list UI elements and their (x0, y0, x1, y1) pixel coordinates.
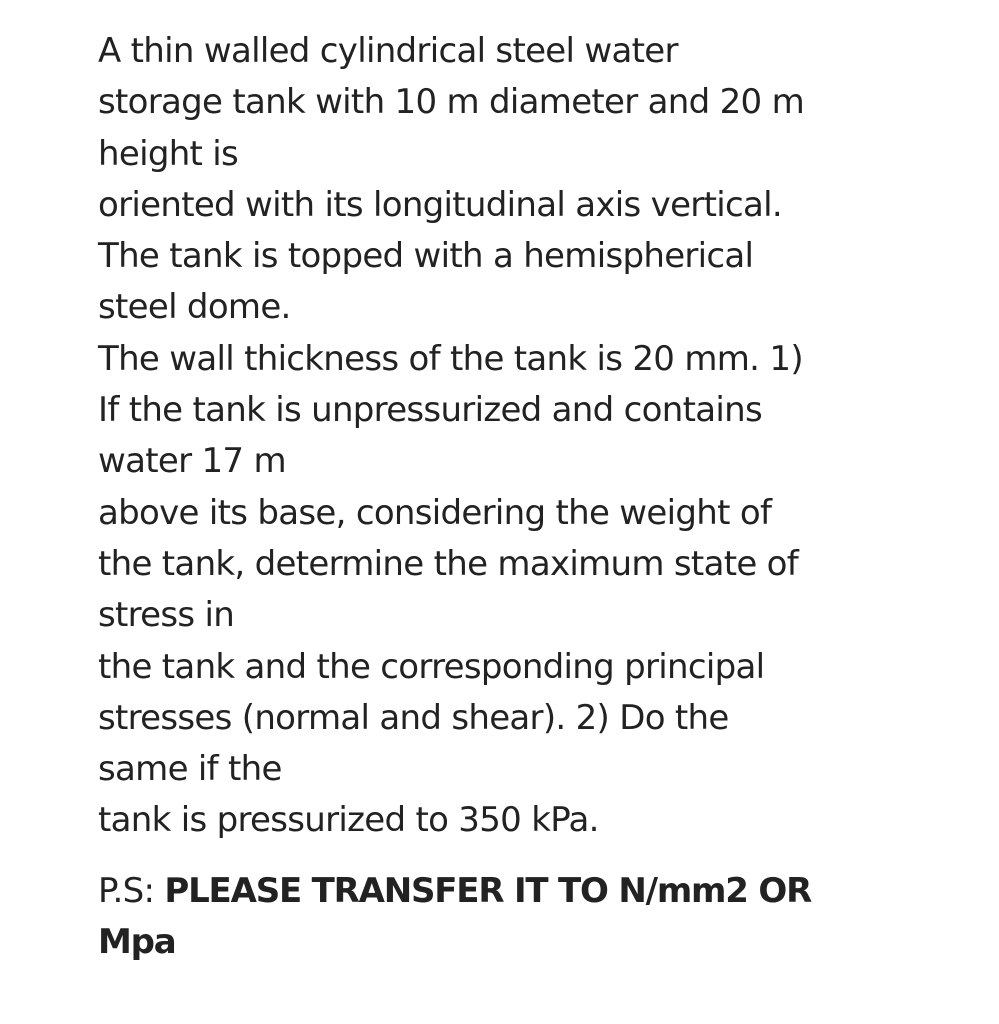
ps-prefix: P.S: (98, 871, 165, 911)
problem-line: storage tank with 10 m diameter and 20 m (98, 82, 805, 123)
problem-line: same if the (98, 749, 282, 790)
ps-note (98, 866, 978, 968)
problem-line: height is (98, 133, 239, 174)
problem-line: If the tank is unpressurized and contains (98, 390, 762, 431)
problem-line: above its base, considering the weight of (98, 492, 772, 533)
problem-line: the tank and the corresponding principal (98, 646, 765, 687)
problem-line: stresses (normal and shear). 2) Do the (98, 697, 729, 738)
problem-line: the tank, determine the maximum state of (98, 543, 799, 584)
problem-statement (98, 26, 978, 847)
problem-line: water 17 m (98, 441, 286, 482)
problem-line: tank is pressurized to 350 kPa. (98, 800, 599, 841)
problem-line: The wall thickness of the tank is 20 mm. 1) (98, 338, 803, 379)
ps-emphasis-line-1: PLEASE TRANSFER IT TO N/mm2 OR (164, 871, 812, 911)
problem-line: The tank is topped with a hemispherical (98, 236, 754, 277)
problem-line: oriented with its longitudinal axis vertical. (98, 184, 782, 225)
problem-line: A thin walled cylindrical steel water (98, 31, 678, 71)
problem-line: stress in (98, 595, 235, 636)
ps-emphasis-line-2: Mpa (98, 922, 176, 962)
problem-line: steel dome. (98, 287, 291, 328)
